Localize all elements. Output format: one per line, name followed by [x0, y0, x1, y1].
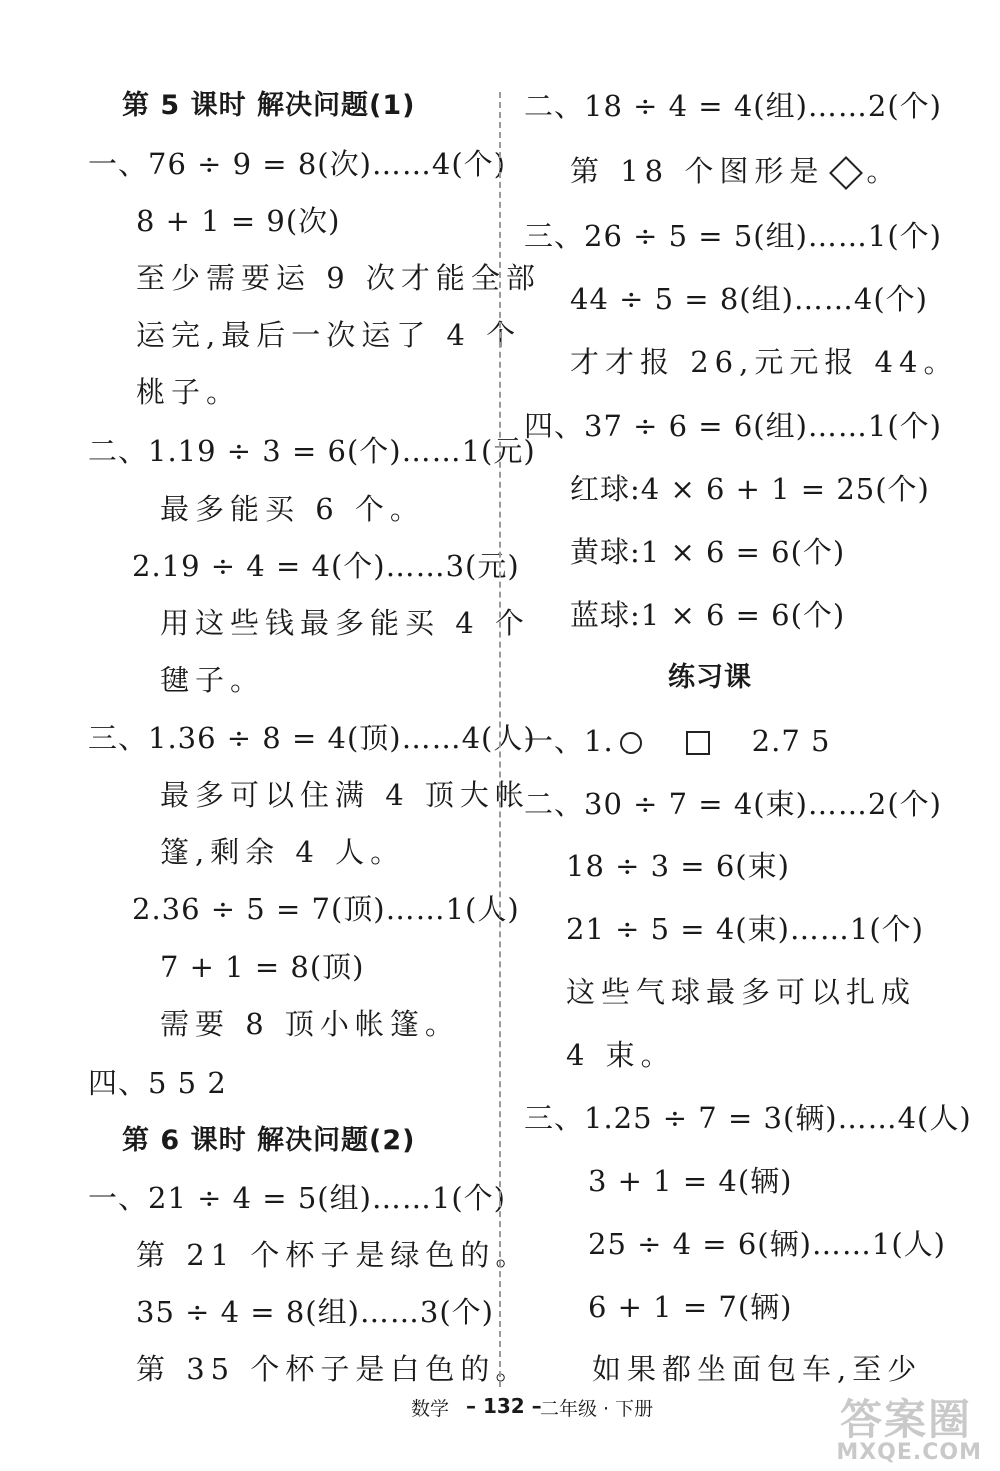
- circle-shape-icon: [620, 732, 642, 754]
- answer-text: 第 18 个图形是: [570, 154, 825, 188]
- column-divider: [499, 92, 501, 1387]
- answer-line: 毽子。: [160, 663, 266, 697]
- answer-line: 如果都坐面包车,至少: [592, 1352, 923, 1386]
- watermark-logo-text: 答案圈: [839, 1395, 972, 1444]
- answer-line: 8 + 1 = 9(次): [136, 204, 341, 238]
- practice-title: 练习课: [668, 662, 752, 693]
- answer-text: 。: [866, 154, 902, 188]
- diamond-shape-icon: [829, 156, 863, 190]
- answer-text: 2.7 5: [751, 724, 831, 758]
- lesson-5-title: 第 5 课时 解决问题(1): [122, 90, 416, 121]
- answer-line: 一、76 ÷ 9 = 8(次)……4(个): [88, 147, 506, 181]
- answer-line: [570, 153, 901, 189]
- answer-line: 篷,剩余 4 人。: [160, 835, 406, 869]
- answer-line: 至少需要运 9 次才能全部: [136, 261, 541, 295]
- answer-line: [524, 723, 830, 759]
- answer-line: 四、5 5 2: [88, 1066, 227, 1100]
- answer-line: 第 35 个杯子是白色的。: [136, 1352, 531, 1386]
- answer-line: 18 ÷ 3 = 6(束): [566, 849, 790, 883]
- answer-line: 桃子。: [136, 375, 242, 409]
- answer-line: 用这些钱最多能买 4 个: [160, 606, 530, 640]
- answer-line: 2.36 ÷ 5 = 7(顶)……1(人): [132, 892, 520, 926]
- footer-subject: 数学: [411, 1398, 450, 1420]
- page-number: – 132 –: [466, 1394, 542, 1418]
- answer-line: 21 ÷ 5 = 4(束)……1(个): [566, 912, 924, 946]
- answer-line: 这些气球最多可以扎成: [566, 975, 917, 1009]
- answer-line: 25 ÷ 4 = 6(辆)……1(人): [588, 1227, 946, 1261]
- answer-line: 35 ÷ 4 = 8(组)……3(个): [136, 1295, 494, 1329]
- answer-line: 三、1.36 ÷ 8 = 4(顶)……4(人): [88, 721, 536, 755]
- answer-line: 蓝球:1 × 6 = 6(个): [570, 598, 846, 632]
- answer-line: 最多可以住满 4 顶大帐: [160, 778, 530, 812]
- lesson-6-title: 第 6 课时 解决问题(2): [122, 1125, 416, 1156]
- answer-line: 二、1.19 ÷ 3 = 6(个)……1(元): [88, 434, 536, 468]
- answer-line: 2.19 ÷ 4 = 4(个)……3(元): [132, 549, 520, 583]
- answer-line: 才才报 26,元元报 44。: [570, 345, 959, 379]
- answer-line: 44 ÷ 5 = 8(组)……4(个): [570, 282, 928, 316]
- answer-line: 4 束。: [566, 1038, 676, 1072]
- answer-line: 第 21 个杯子是绿色的。: [136, 1238, 531, 1272]
- answer-line: 需要 8 顶小帐篷。: [160, 1007, 460, 1041]
- answer-line: 三、26 ÷ 5 = 5(组)……1(个): [524, 219, 942, 253]
- footer-grade: 二年级 · 下册: [540, 1398, 654, 1420]
- answer-line: 7 + 1 = 8(顶): [160, 950, 365, 984]
- square-shape-icon: [686, 731, 710, 755]
- answer-line: 红球:4 × 6 + 1 = 25(个): [570, 472, 930, 506]
- answer-line: 3 + 1 = 4(辆): [588, 1164, 793, 1198]
- watermark-url: MXQE.COM: [836, 1440, 982, 1465]
- answer-line: 二、30 ÷ 7 = 4(束)……2(个): [524, 787, 942, 821]
- answer-line: 运完,最后一次运了 4 个: [136, 318, 522, 352]
- site-watermark: [792, 1387, 982, 1465]
- answer-line: 一、21 ÷ 4 = 5(组)……1(个): [88, 1181, 506, 1215]
- answer-line: 三、1.25 ÷ 7 = 3(辆)……4(人): [524, 1101, 972, 1135]
- answer-line: 二、18 ÷ 4 = 4(组)……2(个): [524, 89, 942, 123]
- answer-line: 6 + 1 = 7(辆): [588, 1290, 793, 1324]
- answer-line: 黄球:1 × 6 = 6(个): [570, 535, 846, 569]
- answer-text: 一、1.: [524, 724, 614, 758]
- answer-line: 最多能买 6 个。: [160, 492, 425, 526]
- answer-line: 四、37 ÷ 6 = 6(组)……1(个): [524, 409, 942, 443]
